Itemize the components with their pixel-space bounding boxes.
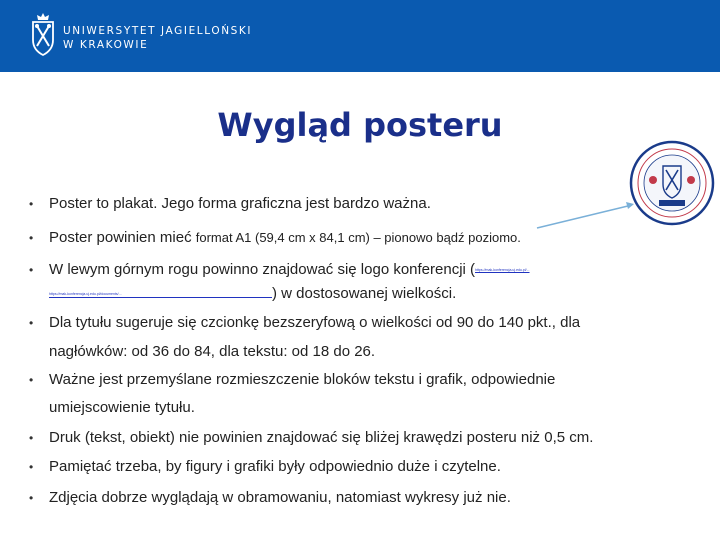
bullet-dot: • <box>29 431 34 445</box>
university-name <box>63 24 252 52</box>
bullet-text: Pamiętać trzeba, by figury i grafiki były odpowiednio duże i czytelne. <box>49 458 501 475</box>
bullet-text: Poster to plakat. Jego forma graficzna jest bardzo ważna. <box>49 195 431 212</box>
bullet-dot: • <box>29 491 34 505</box>
bullet-text-line1: Dla tytułu sugeruje się czcionkę bezszeryfową o wielkości od 90 do 140 pkt., dla <box>49 314 581 331</box>
bullet-text <box>49 259 530 281</box>
bullet-text-line2: nagłówków: od 36 do 84, dla tekstu: od 18 do 26. <box>49 343 376 360</box>
conference-logo-icon <box>629 140 715 226</box>
bullet-text-line1: Ważne jest przemyślane rozmieszczenie bloków tekstu i grafik, odpowiednie <box>49 371 556 388</box>
slide-title: Wygląd posteru <box>217 106 503 144</box>
university-name-line1: UNIWERSYTET JAGIELLOŃSKI <box>63 25 253 37</box>
bullet-text-part: W lewym górnym rogu powinno znajdować się logo konferencji ( <box>49 261 476 278</box>
header-banner <box>0 0 720 72</box>
bullet-text: Zdjęcia dobrze wyglądają w obramowaniu, natomiast wykresy już nie. <box>49 489 511 506</box>
bullet-dot: • <box>29 231 34 245</box>
bullet-dot: • <box>29 460 34 474</box>
bullet-dot: • <box>29 316 34 330</box>
bullet-text-part: Poster powinien mieć <box>49 229 196 246</box>
bullet-text-line2: umiejscowienie tytułu. <box>49 399 195 416</box>
bullet-dot: • <box>29 263 34 277</box>
bullet-text-small: format A1 (59,4 cm x 84,1 cm) – pionowo bądź poziomo. <box>195 230 521 245</box>
bullet-text <box>49 227 521 249</box>
bullet-dot: • <box>29 373 34 387</box>
bullet-text: Druk (tekst, obiekt) nie powinien znajdować się bliżej krawędzi posteru niż 0,5 cm. <box>49 429 594 446</box>
bullet-text-part: ) w dostosowanej wielkości. <box>272 285 457 302</box>
conference-logo-link-continued[interactable]: https://mak-konferencja.uj.edu.pl/documents/... <box>49 292 272 298</box>
bullet-dot: • <box>29 197 34 211</box>
university-name-line2: W KRAKOWIE <box>63 39 149 51</box>
conference-logo-link[interactable]: https://mak-konferencja.uj.edu.pl/... <box>475 268 530 273</box>
university-crest-icon <box>30 12 56 56</box>
